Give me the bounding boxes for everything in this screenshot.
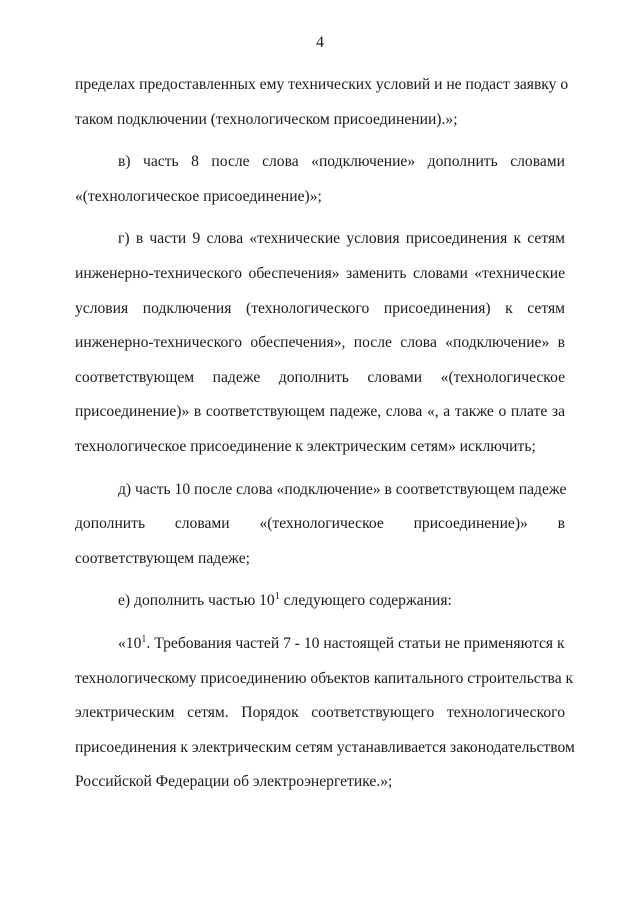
text-line: технологическому присоединению объектов капитального строительства к (75, 669, 574, 687)
paragraph-10-1-line (75, 627, 565, 662)
text-line: инженерно-технического обеспечения», после слова «подключение» в (75, 334, 565, 352)
text-line: соответствующем падеже дополнить словами «(технологическое (75, 368, 565, 386)
text-fragment: следующего содержания: (279, 592, 452, 610)
paragraph-v-line: в) часть 8 после слова «подключение» дополнить словами (118, 153, 565, 171)
text-fragment: «10 (118, 634, 142, 652)
text-fragment: . Требования частей 7 - 10 настоящей статьи не применяются к (146, 634, 565, 652)
text-line: технологическое присоединение к электрическим сетям» исключить; (75, 437, 536, 455)
text-line: инженерно-технического обеспечения» заменить словами «технические (75, 264, 565, 282)
text-line: дополнить словами «(технологическое присоединение)» в (75, 515, 565, 533)
text-line: присоединения к электрическим сетям устанавливается законодательством (75, 738, 575, 756)
paragraph-e-line (75, 584, 565, 619)
text-line: электрическим сетям. Порядок соответствующего технологического (75, 704, 565, 722)
page-number: 4 (316, 34, 324, 51)
superscript: 1 (141, 633, 147, 645)
text-line: соответствующем падеже; (75, 549, 250, 567)
text-line: таком подключении (технологическом присоединении).»; (75, 110, 458, 128)
text-line: условия подключения (технологического присоединения) к сетям (75, 299, 565, 317)
text-fragment: е) дополнить частью 10 (118, 592, 275, 610)
superscript: 1 (274, 591, 280, 603)
text-line: Российской Федерации об электроэнергетике.»; (75, 773, 393, 791)
paragraph-d-line: д) часть 10 после слова «подключение» в соответствующем падеже (118, 480, 567, 498)
text-line: «(технологическое присоединение)»; (75, 187, 322, 205)
document-body (75, 68, 575, 800)
paragraph-g-line: г) в части 9 слова «технические условия присоединения к сетям (118, 230, 565, 248)
text-line: присоединение)» в соответствующем падеже, слова «, а также о плате за (75, 403, 565, 421)
text-line: пределах предоставленных ему технических условий и не подаст заявку о (75, 76, 569, 93)
